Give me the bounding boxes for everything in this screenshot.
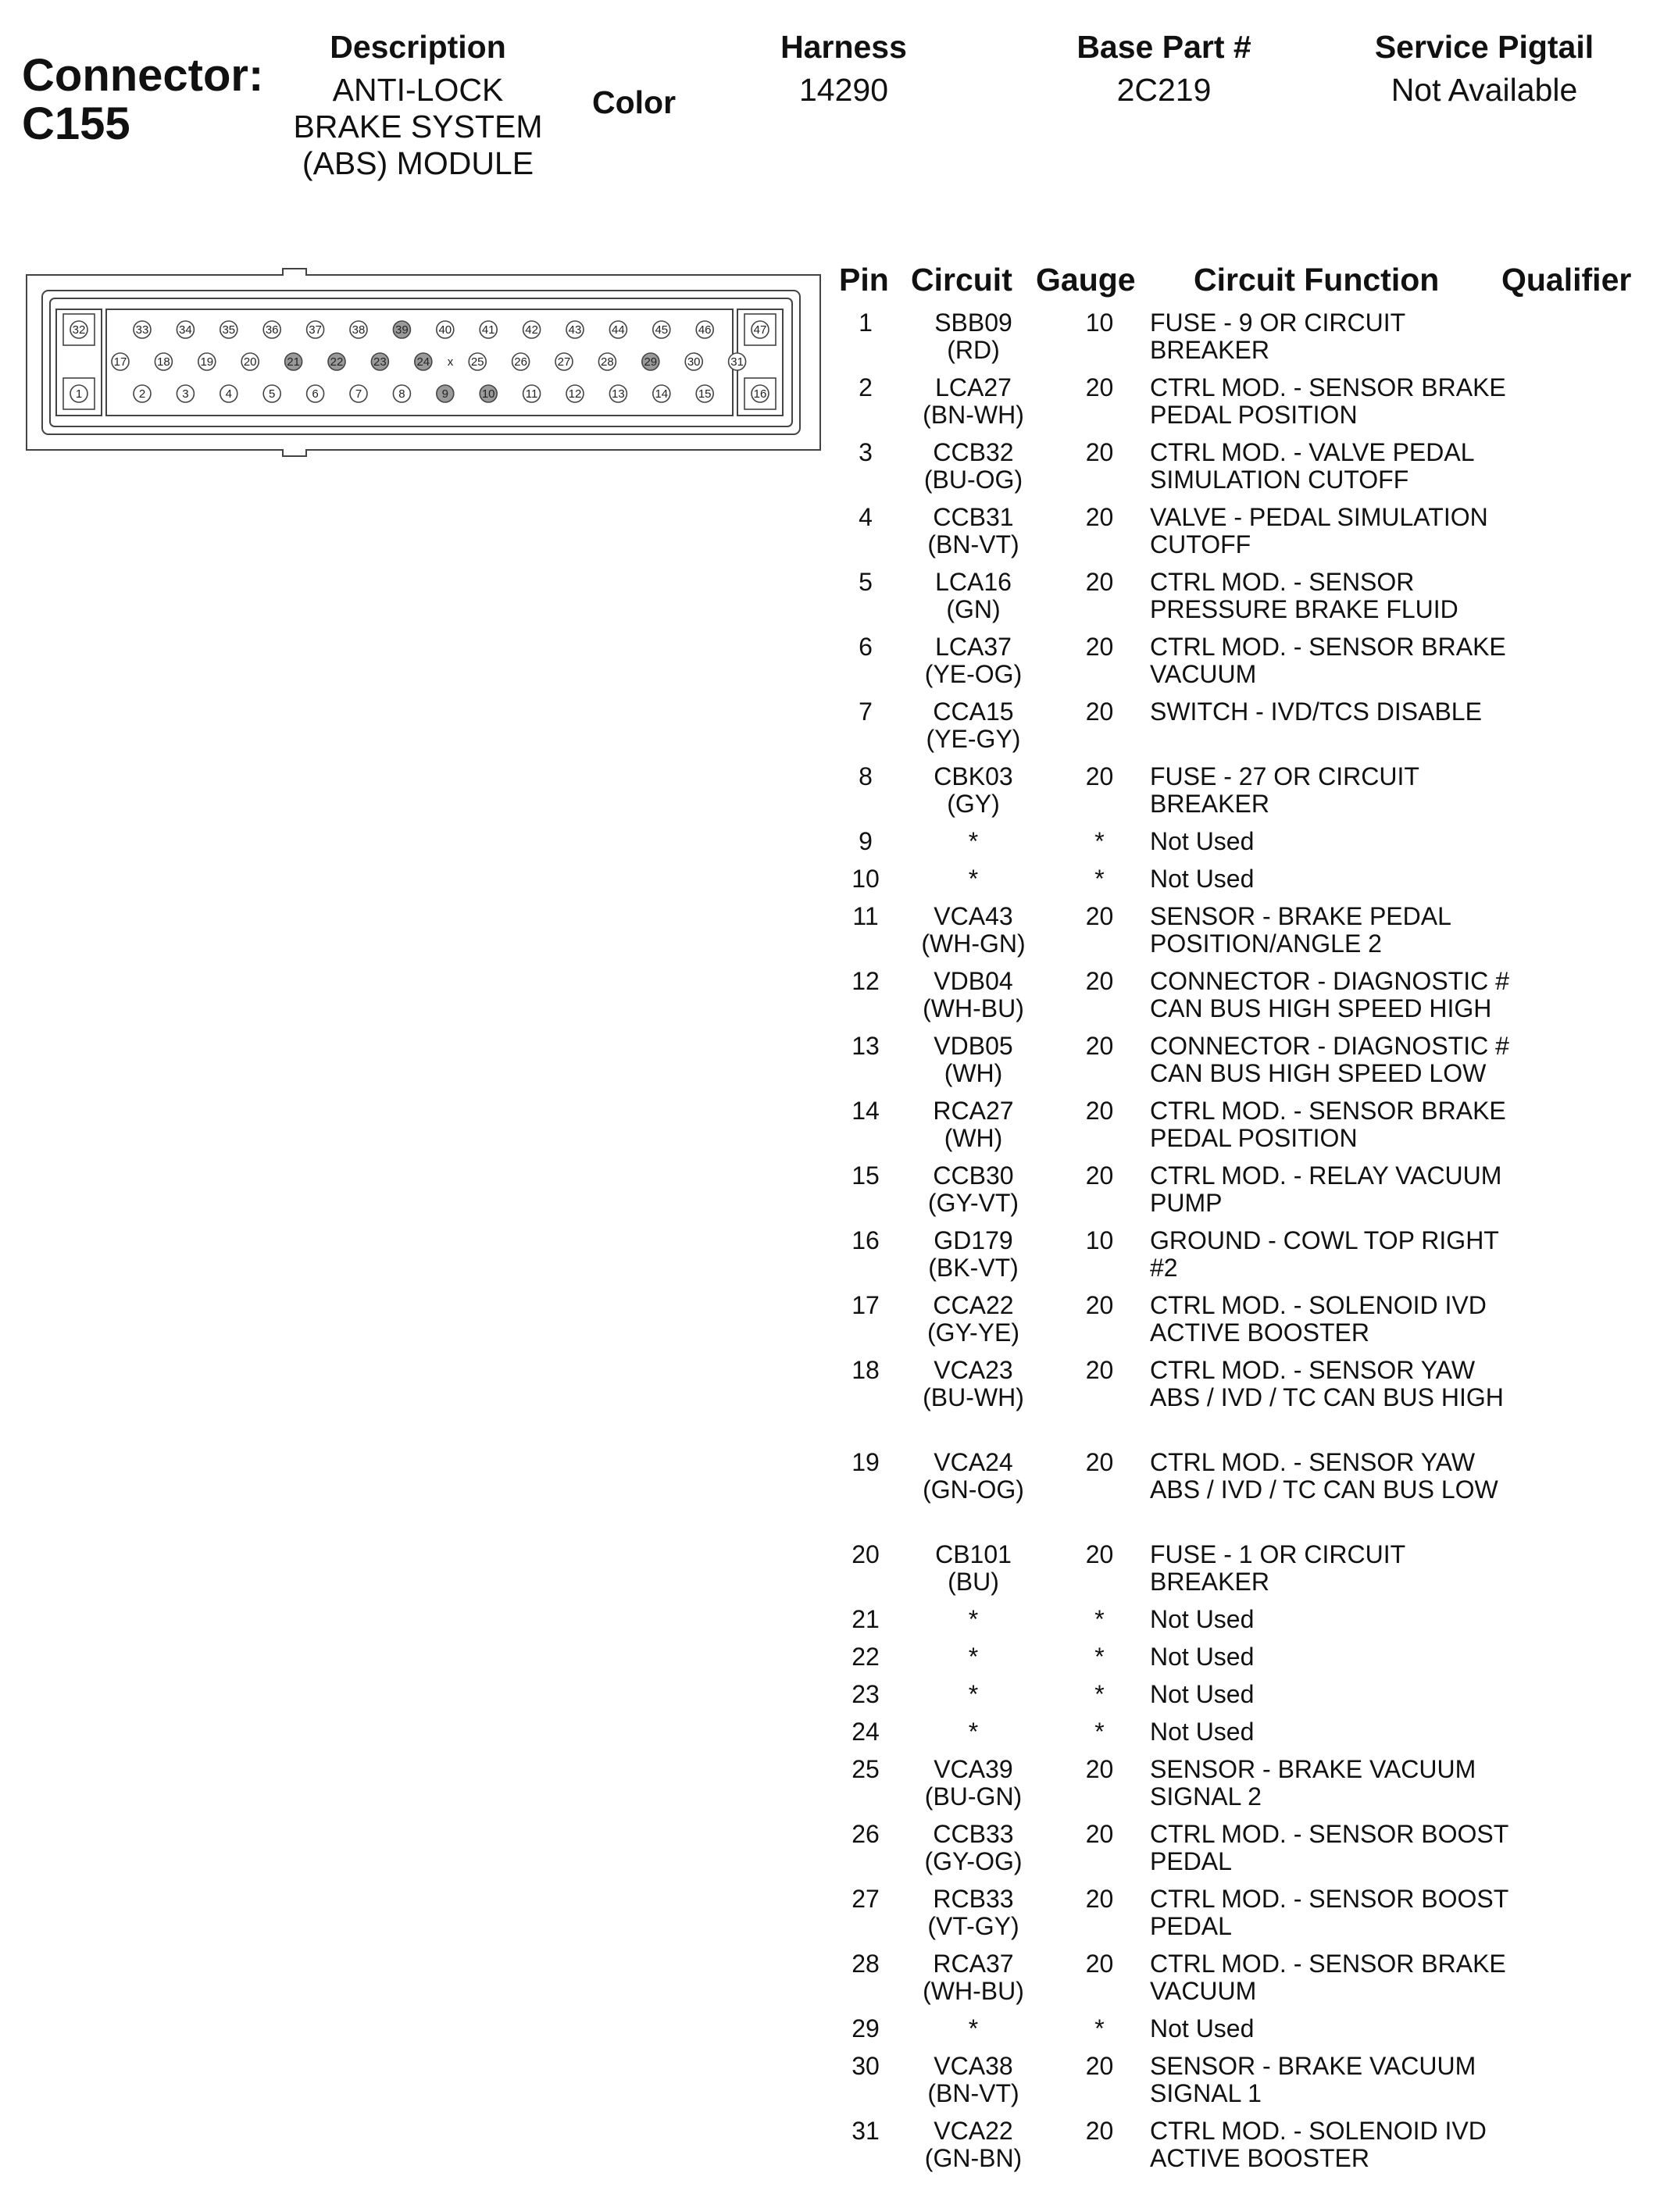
table-row bbox=[828, 1097, 1653, 1162]
table-row bbox=[828, 1449, 1653, 1541]
pin-label: 30 bbox=[687, 355, 701, 369]
circuit-function: CTRL MOD. - SOLENOID IVD ACTIVE BOOSTER bbox=[1150, 1291, 1487, 1347]
circuit-id: VDB04 bbox=[934, 967, 1013, 995]
wire-gauge: * bbox=[1094, 1605, 1105, 1633]
wire-color: (WH-GN) bbox=[921, 929, 1026, 958]
table-row bbox=[828, 569, 1653, 633]
circuit-function: CTRL MOD. - SENSOR BOOST PEDAL bbox=[1150, 1885, 1508, 1940]
circuit-function: SENSOR - BRAKE PEDAL POSITION/ANGLE 2 bbox=[1150, 902, 1451, 958]
table-row bbox=[828, 828, 1653, 865]
wire-color: (YE-GY) bbox=[926, 725, 1021, 753]
circuit-cell bbox=[903, 2117, 1044, 2172]
circuit-id: * bbox=[968, 1680, 979, 1708]
wire-color: (BU-GN) bbox=[924, 1782, 1023, 1811]
wire-gauge: 20 bbox=[1085, 503, 1114, 531]
wire-gauge: 20 bbox=[1085, 1097, 1114, 1125]
circuit-function: CTRL MOD. - SENSOR YAW ABS / IVD / TC CAN BUS HIGH bbox=[1150, 1356, 1504, 1411]
circuit-function: CTRL MOD. - SENSOR BRAKE VACUUM bbox=[1150, 633, 1506, 688]
wire-gauge: 20 bbox=[1085, 697, 1114, 726]
key-mark: x bbox=[447, 355, 454, 369]
pin-number: 24 bbox=[851, 1718, 880, 1746]
wire-color: (GY-VT) bbox=[927, 1189, 1019, 1217]
wire-gauge: * bbox=[1094, 1718, 1105, 1746]
table-row bbox=[828, 903, 1653, 968]
circuit-cell bbox=[903, 828, 1044, 855]
circuit-cell bbox=[903, 1718, 1044, 1746]
service-pigtail-label: Service Pigtail bbox=[1374, 29, 1594, 65]
pin-label: 21 bbox=[287, 355, 300, 369]
wire-color: (BU-WH) bbox=[923, 1383, 1024, 1411]
circuit-cell bbox=[903, 865, 1044, 893]
circuit-function: CTRL MOD. - SENSOR PRESSURE BRAKE FLUID bbox=[1150, 568, 1458, 623]
base-part-value: 2C219 bbox=[1116, 72, 1212, 108]
pin-number: 13 bbox=[851, 1032, 880, 1060]
wire-gauge: 20 bbox=[1085, 1356, 1114, 1384]
pin-number: 17 bbox=[851, 1291, 880, 1319]
pin-number: 7 bbox=[859, 697, 873, 726]
pin-header: Pin bbox=[839, 262, 889, 298]
circuit-header: Circuit bbox=[911, 262, 1012, 298]
wire-color: (BN-VT) bbox=[927, 530, 1019, 558]
circuit-function: Not Used bbox=[1150, 1680, 1255, 1708]
circuit-function: Not Used bbox=[1150, 1643, 1255, 1671]
pin-number: 21 bbox=[851, 1605, 880, 1633]
wire-gauge: 20 bbox=[1085, 1448, 1114, 1476]
circuit-function: CTRL MOD. - SENSOR YAW ABS / IVD / TC CAN BUS LOW bbox=[1150, 1448, 1498, 1504]
circuit-function: SENSOR - BRAKE VACUUM SIGNAL 2 bbox=[1150, 1755, 1476, 1811]
circuit-cell bbox=[903, 1643, 1044, 1671]
circuit-id: CCA22 bbox=[933, 1291, 1014, 1319]
circuit-function: CONNECTOR - DIAGNOSTIC # CAN BUS HIGH SPEED LOW bbox=[1150, 1032, 1509, 1087]
pin-label: 40 bbox=[438, 323, 452, 337]
wire-gauge: * bbox=[1094, 1643, 1105, 1671]
circuit-id: LCA37 bbox=[935, 633, 1012, 661]
table-row bbox=[828, 2117, 1653, 2182]
base-part-label: Base Part # bbox=[1076, 29, 1251, 65]
table-row bbox=[828, 1227, 1653, 1292]
pin-label: 27 bbox=[557, 355, 571, 369]
pin-label: 7 bbox=[355, 387, 362, 401]
pin-number: 26 bbox=[851, 1820, 880, 1848]
circuit-id: GD179 bbox=[934, 1226, 1013, 1254]
pin-label: 35 bbox=[222, 323, 236, 337]
wire-gauge: * bbox=[1094, 1680, 1105, 1708]
wire-gauge: 20 bbox=[1085, 1755, 1114, 1783]
circuit-id: CCB30 bbox=[933, 1161, 1014, 1190]
wire-gauge: 20 bbox=[1085, 1820, 1114, 1848]
circuit-function: Not Used bbox=[1150, 1605, 1255, 1633]
harness-block bbox=[727, 28, 961, 109]
table-row bbox=[828, 504, 1653, 569]
circuit-id: CB101 bbox=[935, 1540, 1012, 1568]
table-row bbox=[828, 1541, 1653, 1606]
pin-label: 4 bbox=[225, 387, 232, 401]
pin-label: 33 bbox=[135, 323, 149, 337]
circuit-id: VDB05 bbox=[934, 1032, 1013, 1060]
wire-gauge: 20 bbox=[1085, 568, 1114, 596]
pin-label: 14 bbox=[655, 387, 669, 401]
table-row bbox=[828, 2053, 1653, 2117]
circuit-cell bbox=[903, 2053, 1044, 2107]
pin-label: 22 bbox=[330, 355, 344, 369]
circuit-id: CCB32 bbox=[933, 438, 1014, 466]
pin-label: 44 bbox=[612, 323, 625, 337]
pin-label: 13 bbox=[612, 387, 625, 401]
pin-number: 5 bbox=[859, 568, 873, 596]
circuit-id: CCB31 bbox=[933, 503, 1014, 531]
circuit-cell bbox=[903, 968, 1044, 1022]
circuit-id: * bbox=[968, 827, 979, 855]
circuit-function: SWITCH - IVD/TCS DISABLE bbox=[1150, 697, 1482, 726]
circuit-id: CCA15 bbox=[933, 697, 1014, 726]
circuit-cell bbox=[903, 504, 1044, 558]
description-label: Description bbox=[330, 29, 506, 65]
wire-gauge: 10 bbox=[1085, 309, 1114, 337]
pin-number: 6 bbox=[859, 633, 873, 661]
circuit-id: * bbox=[968, 865, 979, 893]
wire-gauge: 20 bbox=[1085, 1161, 1114, 1190]
circuit-id: * bbox=[968, 2014, 979, 2043]
circuit-id: * bbox=[968, 1605, 979, 1633]
description-block bbox=[273, 28, 562, 182]
pin-number: 2 bbox=[859, 373, 873, 401]
pin-number: 20 bbox=[851, 1540, 880, 1568]
table-row bbox=[828, 1357, 1653, 1449]
wire-color: (BK-VT) bbox=[928, 1254, 1019, 1282]
table-row bbox=[828, 1162, 1653, 1227]
pin-number: 28 bbox=[851, 1950, 880, 1978]
circuit-cell bbox=[903, 1681, 1044, 1708]
wire-gauge: 20 bbox=[1085, 1950, 1114, 1978]
circuit-cell bbox=[903, 374, 1044, 429]
circuit-cell bbox=[903, 633, 1044, 688]
pin-label: 34 bbox=[179, 323, 192, 337]
circuit-id: VCA23 bbox=[934, 1356, 1013, 1384]
table-row bbox=[828, 309, 1653, 374]
circuit-cell bbox=[903, 1756, 1044, 1811]
circuit-function: Not Used bbox=[1150, 2014, 1255, 2043]
table-row bbox=[828, 1292, 1653, 1357]
circuit-function: CTRL MOD. - VALVE PEDAL SIMULATION CUTOFF bbox=[1150, 438, 1474, 494]
circuit-function: FUSE - 9 OR CIRCUIT BREAKER bbox=[1150, 309, 1405, 364]
pin-label: 6 bbox=[312, 387, 319, 401]
circuit-function: FUSE - 27 OR CIRCUIT BREAKER bbox=[1150, 762, 1419, 818]
pin-label: 39 bbox=[395, 323, 409, 337]
wire-gauge: 20 bbox=[1085, 438, 1114, 466]
wire-gauge: 20 bbox=[1085, 1291, 1114, 1319]
pin-number: 14 bbox=[851, 1097, 880, 1125]
circuit-function: CTRL MOD. - SOLENOID IVD ACTIVE BOOSTER bbox=[1150, 2117, 1487, 2172]
circuit-cell bbox=[903, 1292, 1044, 1347]
pin-label: 9 bbox=[441, 387, 448, 401]
table-row bbox=[828, 439, 1653, 504]
table-row bbox=[828, 2015, 1653, 2053]
wire-color: (GN) bbox=[946, 595, 1001, 623]
harness-value: 14290 bbox=[798, 72, 888, 108]
connector-title-line2: C155 bbox=[22, 98, 130, 149]
pin-number: 19 bbox=[851, 1448, 880, 1476]
wire-color: (YE-OG) bbox=[924, 660, 1023, 688]
wire-color: (GY-YE) bbox=[927, 1318, 1019, 1347]
service-pigtail-block bbox=[1328, 28, 1641, 109]
wire-gauge: 20 bbox=[1085, 762, 1114, 790]
table-row bbox=[828, 374, 1653, 439]
circuit-id: LCA27 bbox=[935, 373, 1012, 401]
wire-color: (BU) bbox=[948, 1568, 999, 1596]
pin-number: 16 bbox=[851, 1226, 880, 1254]
circuit-cell bbox=[903, 1606, 1044, 1633]
pin-label: 38 bbox=[352, 323, 366, 337]
pin-number: 4 bbox=[859, 503, 873, 531]
circuit-id: CCB33 bbox=[933, 1820, 1014, 1848]
circuit-function-header: Circuit Function bbox=[1194, 262, 1440, 298]
pin-number: 30 bbox=[851, 2052, 880, 2080]
pin-label: 24 bbox=[416, 355, 430, 369]
circuit-function: CTRL MOD. - RELAY VACUUM PUMP bbox=[1150, 1161, 1502, 1217]
wire-color: (WH-BU) bbox=[923, 1977, 1024, 2005]
pin-number: 11 bbox=[852, 902, 879, 930]
circuit-cell bbox=[903, 1449, 1044, 1504]
wire-color: (BU-OG) bbox=[923, 466, 1023, 494]
wire-color: (BN-WH) bbox=[923, 401, 1024, 429]
wire-color: (BN-VT) bbox=[927, 2079, 1019, 2107]
pin-number: 10 bbox=[851, 865, 880, 893]
wire-gauge: * bbox=[1094, 865, 1105, 893]
table-row bbox=[828, 1681, 1653, 1718]
circuit-function: CONNECTOR - DIAGNOSTIC # CAN BUS HIGH SPEED HIGH bbox=[1150, 967, 1509, 1022]
table-row bbox=[828, 698, 1653, 763]
wire-gauge: 20 bbox=[1085, 1540, 1114, 1568]
pin-number: 3 bbox=[859, 438, 873, 466]
pin-label: 20 bbox=[243, 355, 257, 369]
pin-label: 17 bbox=[113, 355, 127, 369]
pin-label: 26 bbox=[514, 355, 527, 369]
circuit-id: CBK03 bbox=[934, 762, 1013, 790]
service-pigtail-value: Not Available bbox=[1391, 72, 1578, 108]
pin-label: 46 bbox=[698, 323, 712, 337]
table-row bbox=[828, 1606, 1653, 1643]
table-row bbox=[828, 1643, 1653, 1681]
circuit-cell bbox=[903, 1162, 1044, 1217]
circuit-cell bbox=[903, 439, 1044, 494]
harness-label: Harness bbox=[780, 29, 907, 65]
circuit-cell bbox=[903, 1541, 1044, 1596]
circuit-id: * bbox=[968, 1718, 979, 1746]
pin-number: 12 bbox=[851, 967, 880, 995]
wire-gauge: 20 bbox=[1085, 1885, 1114, 1913]
table-row bbox=[828, 1886, 1653, 1950]
pin-table bbox=[828, 309, 1653, 2182]
pin-number: 27 bbox=[851, 1885, 880, 1913]
table-row bbox=[828, 1950, 1653, 2015]
pin-label: 8 bbox=[398, 387, 405, 401]
circuit-cell bbox=[903, 1097, 1044, 1152]
wire-gauge: 20 bbox=[1085, 373, 1114, 401]
circuit-cell bbox=[903, 1950, 1044, 2005]
wire-color: (GY) bbox=[947, 790, 1000, 818]
gauge-header: Gauge bbox=[1036, 262, 1136, 298]
wire-gauge: 20 bbox=[1085, 902, 1114, 930]
wire-gauge: 10 bbox=[1085, 1226, 1114, 1254]
wire-color: (RD) bbox=[947, 336, 1000, 364]
pin-label: 5 bbox=[269, 387, 276, 401]
connector-title bbox=[22, 52, 263, 148]
table-row bbox=[828, 1718, 1653, 1756]
pin-label: 19 bbox=[200, 355, 214, 369]
pin-number: 18 bbox=[851, 1356, 880, 1384]
color-label: Color bbox=[592, 84, 677, 120]
wire-color: (VT-GY) bbox=[927, 1912, 1019, 1940]
pin-number: 31 bbox=[851, 2117, 880, 2145]
circuit-cell bbox=[903, 1886, 1044, 1940]
circuit-function: VALVE - PEDAL SIMULATION CUTOFF bbox=[1150, 503, 1488, 558]
circuit-function: FUSE - 1 OR CIRCUIT BREAKER bbox=[1150, 1540, 1405, 1596]
pin-label: 36 bbox=[265, 323, 279, 337]
pin-label: 10 bbox=[481, 387, 495, 401]
circuit-cell bbox=[903, 1357, 1044, 1411]
pin-label: 12 bbox=[568, 387, 582, 401]
table-row bbox=[828, 1821, 1653, 1886]
pin-label: 18 bbox=[157, 355, 170, 369]
circuit-cell bbox=[903, 1033, 1044, 1087]
circuit-function: SENSOR - BRAKE VACUUM SIGNAL 1 bbox=[1150, 2052, 1476, 2107]
circuit-function: CTRL MOD. - SENSOR BRAKE VACUUM bbox=[1150, 1950, 1506, 2005]
pin-number: 29 bbox=[851, 2014, 880, 2043]
pin-label: 37 bbox=[309, 323, 322, 337]
pin-label: 42 bbox=[525, 323, 538, 337]
pin-label: 43 bbox=[568, 323, 582, 337]
pin-label: 31 bbox=[730, 355, 744, 369]
wire-color: (GN-BN) bbox=[924, 2144, 1023, 2172]
circuit-function: CTRL MOD. - SENSOR BOOST PEDAL bbox=[1150, 1820, 1508, 1875]
wire-gauge: 20 bbox=[1085, 1032, 1114, 1060]
circuit-id: RCB33 bbox=[933, 1885, 1014, 1913]
pin-number: 22 bbox=[851, 1643, 880, 1671]
circuit-function: CTRL MOD. - SENSOR BRAKE PEDAL POSITION bbox=[1150, 373, 1506, 429]
circuit-id: * bbox=[968, 1643, 979, 1671]
circuit-function: Not Used bbox=[1150, 1718, 1255, 1746]
table-row bbox=[828, 763, 1653, 828]
pin-label: 16 bbox=[753, 387, 767, 401]
pin-number: 9 bbox=[859, 827, 873, 855]
pin-label: 45 bbox=[655, 323, 669, 337]
base-part-block bbox=[1047, 28, 1281, 109]
table-row bbox=[828, 1033, 1653, 1097]
circuit-id: RCA37 bbox=[933, 1950, 1014, 1978]
table-row bbox=[828, 865, 1653, 903]
circuit-id: SBB09 bbox=[934, 309, 1012, 337]
circuit-function: GROUND - COWL TOP RIGHT #2 bbox=[1150, 1226, 1499, 1282]
wire-gauge: 20 bbox=[1085, 967, 1114, 995]
circuit-function: Not Used bbox=[1150, 865, 1255, 893]
wire-gauge: * bbox=[1094, 827, 1105, 855]
pin-label: 23 bbox=[373, 355, 387, 369]
connector-face-diagram bbox=[25, 267, 822, 458]
circuit-cell bbox=[903, 903, 1044, 958]
qualifier-header: Qualifier bbox=[1501, 262, 1632, 298]
wire-gauge: 20 bbox=[1085, 633, 1114, 661]
table-row bbox=[828, 633, 1653, 698]
table-row bbox=[828, 1756, 1653, 1821]
pin-label: 47 bbox=[753, 323, 767, 337]
wire-gauge: 20 bbox=[1085, 2052, 1114, 2080]
circuit-id: VCA24 bbox=[934, 1448, 1013, 1476]
pin-number: 1 bbox=[859, 309, 873, 337]
circuit-cell bbox=[903, 309, 1044, 364]
circuit-id: VCA38 bbox=[934, 2052, 1013, 2080]
pin-label: 41 bbox=[481, 323, 495, 337]
circuit-cell bbox=[903, 1227, 1044, 1282]
pin-label: 32 bbox=[72, 323, 86, 337]
circuit-function: CTRL MOD. - SENSOR BRAKE PEDAL POSITION bbox=[1150, 1097, 1506, 1152]
table-row bbox=[828, 968, 1653, 1033]
pin-label: 28 bbox=[601, 355, 614, 369]
circuit-cell bbox=[903, 763, 1044, 818]
description-value: ANTI-LOCK BRAKE SYSTEM (ABS) MODULE bbox=[293, 72, 543, 181]
pin-label: 25 bbox=[470, 355, 484, 369]
pin-label: 15 bbox=[698, 387, 712, 401]
pin-label: 3 bbox=[182, 387, 189, 401]
circuit-id: LCA16 bbox=[935, 568, 1012, 596]
connector-title-line1: Connector: bbox=[22, 50, 264, 101]
wire-gauge: * bbox=[1094, 2014, 1105, 2043]
circuit-cell bbox=[903, 698, 1044, 753]
pin-number: 8 bbox=[859, 762, 873, 790]
pin-label: 1 bbox=[75, 387, 83, 401]
circuit-id: VCA39 bbox=[934, 1755, 1013, 1783]
circuit-id: VCA43 bbox=[934, 902, 1013, 930]
circuit-cell bbox=[903, 2015, 1044, 2043]
circuit-id: RCA27 bbox=[933, 1097, 1014, 1125]
circuit-function: Not Used bbox=[1150, 827, 1255, 855]
pin-number: 15 bbox=[851, 1161, 880, 1190]
wire-color: (GY-OG) bbox=[924, 1847, 1023, 1875]
pin-label: 11 bbox=[525, 387, 538, 401]
wire-color: (WH-BU) bbox=[923, 994, 1024, 1022]
wire-color: (GN-OG) bbox=[923, 1475, 1024, 1504]
pin-label: 2 bbox=[138, 387, 146, 401]
pin-number: 25 bbox=[851, 1755, 880, 1783]
circuit-id: VCA22 bbox=[934, 2117, 1013, 2145]
wire-color: (WH) bbox=[944, 1124, 1003, 1152]
pin-number: 23 bbox=[851, 1680, 880, 1708]
wire-gauge: 20 bbox=[1085, 2117, 1114, 2145]
circuit-cell bbox=[903, 1821, 1044, 1875]
wire-color: (WH) bbox=[944, 1059, 1003, 1087]
circuit-cell bbox=[903, 569, 1044, 623]
pin-label: 29 bbox=[644, 355, 658, 369]
